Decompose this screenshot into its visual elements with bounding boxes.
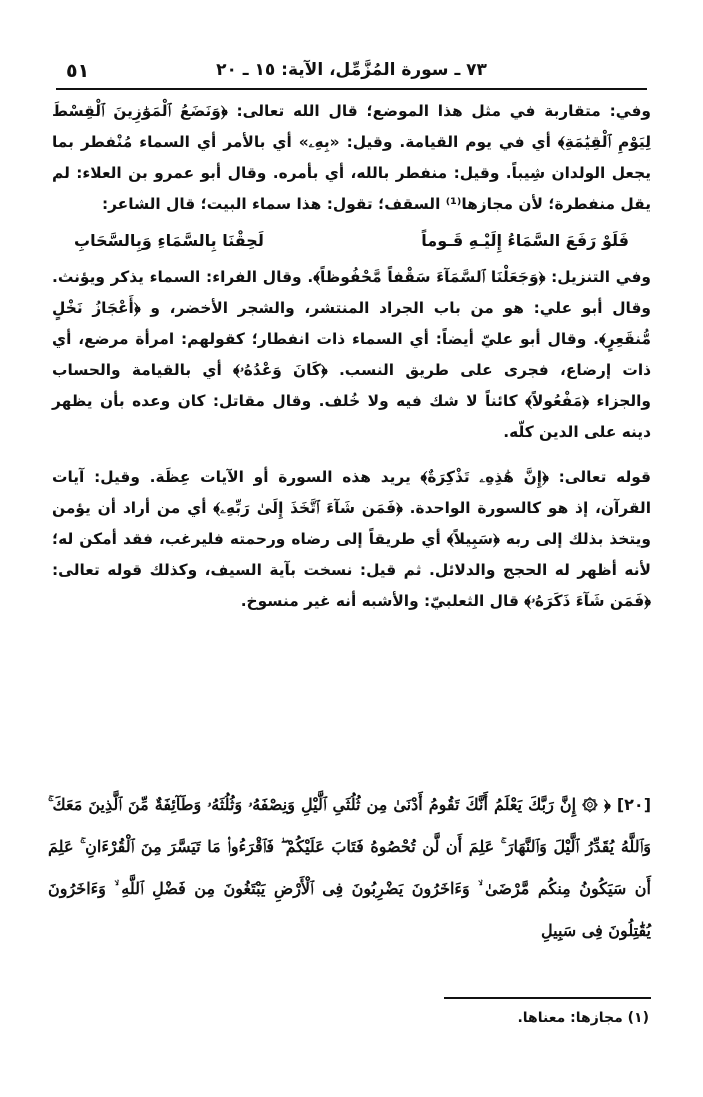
- quran-verse-block: [48, 784, 651, 952]
- paragraph: وفي: متقاربة في مثل هذا الموضع؛ قال الله تعالى: ﴿وَنَضَعُ ٱلْمَوَٰزِينَ ٱلْقِسْطَ لِيَوْمِ ٱلْقِيَٰمَةِ﴾ أي في يوم القيامة. وقيل: «بِهِۦ» أي بالأمر أي السماء مُنْفطر بما يجعل الولدان شِيباً. وقيل: منفطر بالله، أي بأمره. وقال أبو عمرو بن العلاء: لم يقل منفطرة؛ لأن مجازها⁽¹⁾ السقف؛ تقول: هذا سماء البيت؛ قال الشاعر:: [52, 102, 651, 213]
- paragraph: قوله تعالى: ﴿إِنَّ هَٰذِهِۦ تَذْكِرَةٌ﴾ يريد هذه السورة أو الآيات عِظَة. وقيل: آيات القرآن، إذ هو كالسورة الواحدة. ﴿فَمَن شَآءَ ٱتَّخَذَ إِلَىٰ رَبِّهِۦ﴾ أي من أراد أن يؤمن ويتخذ بذلك إلى ربه ﴿سَبِيلاً﴾ أي طريقاً إلى رضاه ورحمته فليرغب، فقد أمكن له؛ لأنه أظهر له الحجج والدلائل. ثم قيل: نسخت بآية السيف، وكذلك قوله تعالى: ﴿فَمَن شَآءَ ذَكَرَهُۥ﴾ قال الثعلبيّ: والأشبه أنه غير منسوخ.: [52, 468, 651, 610]
- header-rule: [56, 88, 647, 90]
- page-header: [56, 56, 647, 90]
- verse-number: [٢٠]: [616, 795, 651, 814]
- footnote-rule: [444, 997, 651, 999]
- paragraph: وفي التنزيل: ﴿وَجَعَلْنَا ٱلسَّمَآءَ سَقْفاً مَّحْفُوظاً﴾. وقال الفراء: السماء يذكر ويؤنث. وقال أبو علي: هو من باب الجراد المنتشر، والشجر الأخضر، و ﴿أَعْجَازُ نَخْلٍ مُّنقَعِرٍ﴾. وقال أبو عليّ أيضاً: أي السماء ذات انفطار؛ كقولهم: امرأة مرضع، أي ذات إرضاع، فجرى على طريق النسب. ﴿كَانَ وَعْدُهُۥ﴾ أي بالقيامة والحساب والجزاء ﴿مَفْعُولاً﴾ كائناً لا شك فيه ولا خُلف. وقال مقاتل: كان وعده بأن يظهر دينه على الدين كلّه.: [52, 268, 651, 441]
- poem-second-hemistich: لَحِقْنَا بِالسَّمَاءِ وَبِالسَّحَابِ: [74, 231, 264, 250]
- footnote: (١) مجازها: معناها.: [517, 1010, 649, 1026]
- poem-verse: [52, 220, 651, 262]
- page-number: ٥١: [66, 60, 90, 82]
- tafsir-body: [52, 96, 651, 617]
- poem-first-hemistich: فَلَوْ رَفَعَ السَّمَاءُ إِلَيْـهِ قَـوماً: [421, 231, 629, 250]
- running-head: ٧٣ ـ سورة المُزَّمِّل، الآية: ١٥ ـ ٢٠: [216, 60, 487, 80]
- quran-text: ﴿ ۞ إِنَّ رَبَّكَ يَعْلَمُ أَنَّكَ تَقُومُ أَدْنَىٰ مِن ثُلُثَىِ ٱلَّيْلِ وَنِصْفَهُۥ وَثُلُثَهُۥ وَطَآئِفَةٌ مِّنَ ٱلَّذِينَ مَعَكَ ۚ وَٱللَّهُ يُقَدِّرُ ٱلَّيْلَ وَٱلنَّهَارَ ۚ عَلِمَ أَن لَّن تُحْصُوهُ فَتَابَ عَلَيْكُمْ ۖ فَٱقْرَءُوا۟ مَا تَيَسَّرَ مِنَ ٱلْقُرْءَانِ ۚ عَلِمَ أَن سَيَكُونُ مِنكُم مَّرْضَىٰ ۙ وَءَاخَرُونَ يَضْرِبُونَ فِى ٱلْأَرْضِ يَبْتَغُونَ مِن فَضْلِ ٱللَّهِ ۙ وَءَاخَرُونَ يُقَٰتِلُونَ فِى سَبِيلِ: [48, 795, 651, 940]
